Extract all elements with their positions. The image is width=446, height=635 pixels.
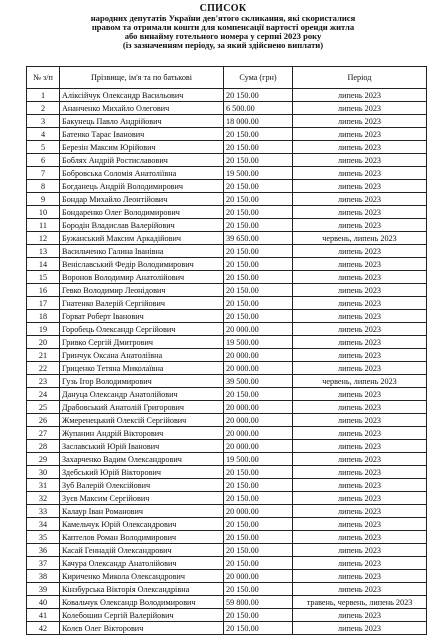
payment-period: липень 2023 [293,505,427,518]
deputy-name: Аліксійчук Олександр Васильович [60,89,224,102]
payment-period: липень 2023 [293,128,427,141]
deputy-name: Богданець Андрій Володимирович [60,180,224,193]
table-row [27,583,427,596]
payment-period: липень 2023 [293,518,427,531]
table-row [27,297,427,310]
heading-line-4: (із зазначенням періоду, за який здійснено виплати) [122,40,324,50]
payment-period: липень 2023 [293,180,427,193]
table-row [27,284,427,297]
table-row [27,375,427,388]
row-number: 37 [27,557,60,570]
deputy-name: Воронов Володимир Анатолійович [60,271,224,284]
deputy-name: Зуб Валерій Олексійович [60,479,224,492]
table-row [27,258,427,271]
heading-line-3: або винайму готельного номера у серпні 2023 року [124,31,322,41]
document-title: СПИСОК [199,3,247,14]
row-number: 42 [27,622,60,635]
table-row [27,349,427,362]
payment-sum: 20 150.00 [224,154,293,167]
payment-period: липень 2023 [293,323,427,336]
deputy-name: Бужанський Максим Аркадійович [60,232,224,245]
row-number: 28 [27,440,60,453]
deputy-name: Гузь Ігор Володимирович [60,375,224,388]
deputy-name: Дануца Олександр Анатолійович [60,388,224,401]
payment-period: липень 2023 [293,336,427,349]
payment-sum: 19 500.00 [224,453,293,466]
payment-sum: 20 000.00 [224,349,293,362]
deputy-name: Веніславський Федір Володимирович [60,258,224,271]
deputy-name: Качура Олександр Анатолійович [60,557,224,570]
row-number: 10 [27,206,60,219]
row-number: 41 [27,609,60,622]
row-number: 24 [27,388,60,401]
payment-sum: 20 150.00 [224,245,293,258]
table-row [27,492,427,505]
row-number: 35 [27,531,60,544]
row-number: 18 [27,310,60,323]
row-number: 6 [27,154,60,167]
row-number: 40 [27,596,60,609]
row-number: 1 [27,89,60,102]
payment-sum: 20 150.00 [224,622,293,635]
payment-period: липень 2023 [293,89,427,102]
table-row [27,271,427,284]
row-number: 31 [27,479,60,492]
deputy-name: Камельчук Юрій Олександрович [60,518,224,531]
deputy-name: Боблях Андрій Ростиславович [60,154,224,167]
table-row [27,115,427,128]
payment-period: липень 2023 [293,206,427,219]
row-number: 15 [27,271,60,284]
payment-period: липень 2023 [293,362,427,375]
row-number: 23 [27,375,60,388]
payment-period: липень 2023 [293,102,427,115]
table-row [27,609,427,622]
table-row [27,388,427,401]
row-number: 33 [27,505,60,518]
payment-sum: 20 150.00 [224,466,293,479]
payment-sum: 20 150.00 [224,180,293,193]
payment-sum: 20 150.00 [224,492,293,505]
table-row [27,570,427,583]
payment-sum: 20 000.00 [224,362,293,375]
payment-period: липень 2023 [293,193,427,206]
table-row [27,466,427,479]
payment-period: липень 2023 [293,219,427,232]
table-row [27,89,427,102]
payment-sum: 39 650.00 [224,232,293,245]
deputy-name: Кінзбурська Вікторія Олександрівна [60,583,224,596]
row-number: 2 [27,102,60,115]
row-number: 19 [27,323,60,336]
payment-sum: 20 150.00 [224,557,293,570]
deputy-name: Захарченко Вадим Олександрович [60,453,224,466]
deputy-name: Бобровська Соломія Анатоліївна [60,167,224,180]
payment-sum: 20 150.00 [224,141,293,154]
payment-period: липень 2023 [293,401,427,414]
payment-period: липень 2023 [293,271,427,284]
row-number: 26 [27,414,60,427]
payment-sum: 20 000.00 [224,427,293,440]
payment-sum: 20 150.00 [224,310,293,323]
payment-sum: 20 000.00 [224,414,293,427]
row-number: 22 [27,362,60,375]
row-number: 7 [27,167,60,180]
row-number: 30 [27,466,60,479]
deputy-name: Зуєв Максим Сергійович [60,492,224,505]
payment-sum: 20 150.00 [224,544,293,557]
table-header-row [27,67,427,89]
payment-sum: 20 150.00 [224,479,293,492]
deputy-name: Жупанин Андрій Вікторович [60,427,224,440]
table-row [27,206,427,219]
payment-period: липень 2023 [293,583,427,596]
payment-sum: 20 150.00 [224,518,293,531]
payment-sum: 20 000.00 [224,440,293,453]
table-row [27,323,427,336]
heading-line-2: правом та отримали кошти для компенсації вартості оренди житла [91,22,355,32]
table-row [27,102,427,115]
payment-sum: 20 000.00 [224,570,293,583]
deputy-name: Васильченко Галина Іванівна [60,245,224,258]
row-number: 32 [27,492,60,505]
deputy-name: Горобець Олександр Сергійович [60,323,224,336]
deputy-name: Березін Максим Юрійович [60,141,224,154]
payment-period: липень 2023 [293,310,427,323]
table-row [27,557,427,570]
table-row [27,232,427,245]
row-number: 11 [27,219,60,232]
deputy-name: Ананченко Михайло Олегович [60,102,224,115]
row-number: 3 [27,115,60,128]
column-header-period: Період [293,67,427,89]
payment-period: липень 2023 [293,440,427,453]
row-number: 38 [27,570,60,583]
table-row [27,427,427,440]
deputy-name: Жмеренецький Олексій Сергійович [60,414,224,427]
payment-period: червень, липень 2023 [293,232,427,245]
row-number: 36 [27,544,60,557]
deputies-table [26,66,427,635]
row-number: 21 [27,349,60,362]
column-header-sum: Сума (грн) [224,67,293,89]
payment-sum: 20 000.00 [224,323,293,336]
table-row [27,414,427,427]
table-row [27,453,427,466]
payment-sum: 59 800.00 [224,596,293,609]
row-number: 13 [27,245,60,258]
row-number: 20 [27,336,60,349]
deputy-name: Горват Роберт Іванович [60,310,224,323]
payment-sum: 20 150.00 [224,89,293,102]
document-heading [0,3,446,50]
table-body [27,89,427,635]
payment-period: липень 2023 [293,427,427,440]
table-row [27,180,427,193]
payment-period: липень 2023 [293,570,427,583]
row-number: 39 [27,583,60,596]
table-row [27,479,427,492]
table-row [27,336,427,349]
payment-sum: 20 150.00 [224,206,293,219]
payment-sum: 19 500.00 [224,167,293,180]
payment-period: червень, липень 2023 [293,375,427,388]
payment-period: липень 2023 [293,154,427,167]
table-row [27,219,427,232]
payment-sum: 39 500.00 [224,375,293,388]
row-number: 14 [27,258,60,271]
table-row [27,596,427,609]
payment-period: липень 2023 [293,388,427,401]
payment-period: липень 2023 [293,609,427,622]
payment-period: травень, червень, липень 2023 [293,596,427,609]
payment-period: липень 2023 [293,284,427,297]
table-row [27,141,427,154]
payment-period: липень 2023 [293,258,427,271]
payment-sum: 20 150.00 [224,258,293,271]
table-row [27,505,427,518]
deputy-name: Колебошин Сергій Валерійович [60,609,224,622]
payment-period: липень 2023 [293,414,427,427]
payment-sum: 20 150.00 [224,583,293,596]
payment-period: липень 2023 [293,479,427,492]
deputy-name: Кириченко Микола Олександрович [60,570,224,583]
table-row [27,401,427,414]
table-row [27,193,427,206]
payment-period: липень 2023 [293,141,427,154]
row-number: 9 [27,193,60,206]
payment-period: липень 2023 [293,544,427,557]
payment-sum: 20 150.00 [224,128,293,141]
deputy-name: Гриценко Тетяна Миколаївна [60,362,224,375]
heading-line-1: народних депутатів України дев'ятого скликання, які скористалися [90,13,356,23]
row-number: 25 [27,401,60,414]
table-row [27,531,427,544]
payment-period: липень 2023 [293,297,427,310]
payment-period: липень 2023 [293,622,427,635]
row-number: 16 [27,284,60,297]
column-header-number: № з/п [27,67,60,89]
payment-sum: 20 150.00 [224,193,293,206]
deputy-name: Колєв Олег Вікторович [60,622,224,635]
payment-sum: 20 000.00 [224,505,293,518]
deputy-name: Каптелов Роман Володимирович [60,531,224,544]
deputy-name: Бородін Владислав Валерійович [60,219,224,232]
payment-period: липень 2023 [293,466,427,479]
payment-period: липень 2023 [293,531,427,544]
table-row [27,622,427,635]
deputy-name: Бондаренко Олег Володимирович [60,206,224,219]
deputy-name: Касай Геннадій Олександрович [60,544,224,557]
table-row [27,167,427,180]
payment-period: липень 2023 [293,492,427,505]
column-header-name: Прізвище, ім'я та по батькові [60,67,224,89]
deputy-name: Гривко Сергій Дмитрович [60,336,224,349]
deputy-name: Батенко Тарас Іванович [60,128,224,141]
payment-period: липень 2023 [293,557,427,570]
table-row [27,154,427,167]
payment-period: липень 2023 [293,453,427,466]
table-row [27,544,427,557]
payment-sum: 20 150.00 [224,388,293,401]
table-row [27,128,427,141]
deputy-name: Бондар Михайло Леонтійович [60,193,224,206]
payment-sum: 19 500.00 [224,336,293,349]
payment-sum: 20 150.00 [224,284,293,297]
row-number: 29 [27,453,60,466]
row-number: 27 [27,427,60,440]
payment-sum: 20 150.00 [224,219,293,232]
deputy-name: Гевко Володимир Леонідович [60,284,224,297]
payment-sum: 20 150.00 [224,531,293,544]
row-number: 5 [27,141,60,154]
deputy-name: Заславський Юрій Іванович [60,440,224,453]
deputy-name: Бакунець Павло Андрійович [60,115,224,128]
payment-sum: 20 150.00 [224,271,293,284]
payment-sum: 20 150.00 [224,297,293,310]
payment-sum: 20 150.00 [224,609,293,622]
payment-period: липень 2023 [293,167,427,180]
table-row [27,245,427,258]
row-number: 12 [27,232,60,245]
deputy-name: Гринчук Оксана Анатоліївна [60,349,224,362]
table-row [27,440,427,453]
row-number: 34 [27,518,60,531]
payment-sum: 6 500.00 [224,102,293,115]
table-row [27,310,427,323]
payment-period: липень 2023 [293,245,427,258]
deputy-name: Драбовський Анатолій Григорович [60,401,224,414]
payment-period: липень 2023 [293,115,427,128]
table-row [27,518,427,531]
row-number: 8 [27,180,60,193]
deputy-name: Гнатенко Валерій Сергійович [60,297,224,310]
deputy-name: Калаур Іван Романович [60,505,224,518]
row-number: 4 [27,128,60,141]
deputy-name: Здебський Юрій Вікторович [60,466,224,479]
table-row [27,362,427,375]
payment-sum: 18 000.00 [224,115,293,128]
deputy-name: Ковальчук Олександр Володимирович [60,596,224,609]
payment-sum: 20 000.00 [224,401,293,414]
payment-period: липень 2023 [293,349,427,362]
row-number: 17 [27,297,60,310]
